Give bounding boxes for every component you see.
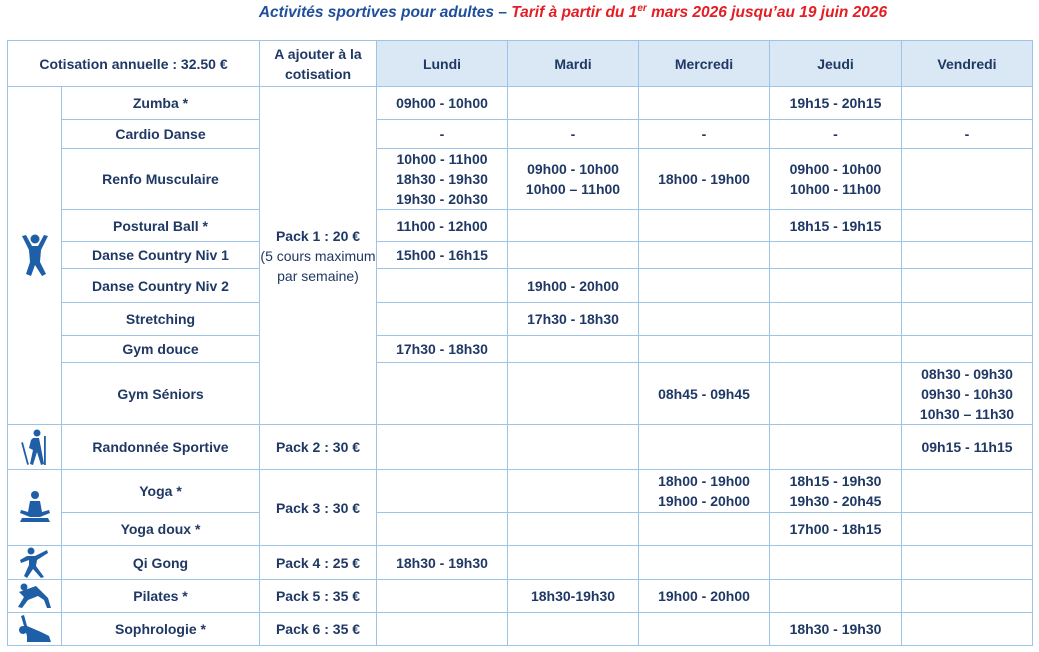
time-slot: 18h30-19h30 (530, 588, 616, 604)
time-cell-vendredi (902, 470, 1033, 513)
table-row (8, 149, 1033, 210)
activity-icon-cell (8, 580, 62, 613)
time-cell-lundi (377, 242, 508, 269)
time-cell-mardi (508, 269, 639, 303)
time-cell-lundi (377, 580, 508, 613)
time-slot: 08h45 - 09h45 (658, 385, 750, 402)
pack-label: Pack 5 : 35 € (275, 588, 361, 604)
time-cell-lundi (377, 513, 508, 546)
table-row (8, 363, 1033, 425)
pilates-figure-icon (16, 582, 54, 610)
day-header-lundi: Lundi (377, 41, 508, 87)
time-cell-mardi (508, 613, 639, 646)
time-cell-mardi (508, 87, 639, 120)
activity-name: Qi Gong (62, 546, 260, 580)
activity-name: Yoga * (62, 470, 260, 513)
time-cell-jeudi (770, 546, 902, 580)
activity-name: Stretching (62, 303, 260, 336)
activity-name: Cardio Danse (62, 120, 260, 149)
time-cell-lundi (377, 613, 508, 646)
table-row (8, 513, 1033, 546)
time-slot: 18h15 - 19h30 (789, 473, 882, 489)
schedule-table (7, 40, 1033, 646)
time-cell-mardi (508, 210, 639, 242)
time-cell-vendredi (902, 363, 1033, 425)
time-cell-mercredi (639, 242, 770, 269)
time-cell-vendredi (902, 120, 1033, 149)
time-slot: 17h00 - 18h15 (789, 521, 882, 537)
time-slot: 10h30 – 11h30 (919, 405, 1015, 422)
time-cell-lundi (377, 210, 508, 242)
time-cell-mercredi (639, 513, 770, 546)
title-tarif: Tarif à partir du 1er mars 2026 jusqu’au 19 juin 2026 (511, 3, 888, 22)
time-slot: 18h00 - 19h00 (658, 473, 750, 489)
time-cell-vendredi (902, 210, 1033, 242)
time-cell-lundi (377, 470, 508, 513)
time-cell-vendredi (902, 546, 1033, 580)
pack-cell (260, 580, 377, 613)
pack-label: Pack 4 : 25 € (275, 554, 361, 571)
activity-name: Postural Ball * (62, 210, 260, 242)
time-slot: 10h00 - 11h00 (396, 151, 488, 167)
time-slot: 18h30 - 19h30 (396, 554, 488, 571)
time-slot: 09h00 - 10h00 (527, 161, 619, 177)
pack-cell (260, 546, 377, 580)
title-activities: Activités sportives pour adultes (258, 4, 495, 22)
time-cell-mercredi (639, 269, 770, 303)
time-cell-mardi (508, 546, 639, 580)
ajouter-cotisation: A ajouter à la cotisation (260, 41, 377, 87)
time-cell-mercredi (639, 580, 770, 613)
activity-name: Renfo Musculaire (62, 149, 260, 210)
table-row (8, 242, 1033, 269)
time-cell-jeudi (770, 87, 902, 120)
activity-icon-cell (8, 470, 62, 546)
time-cell-jeudi (770, 149, 902, 210)
cotisation-annuelle: Cotisation annuelle : 32.50 € (8, 41, 260, 87)
time-cell-vendredi (902, 149, 1033, 210)
time-cell-mardi (508, 336, 639, 363)
page-title (0, 3, 1039, 22)
time-cell-mercredi (639, 363, 770, 425)
time-slot: 09h30 - 10h30 (921, 385, 1013, 402)
time-slot: - (439, 126, 445, 142)
meditation-icon (18, 490, 52, 526)
time-cell-vendredi (902, 425, 1033, 470)
time-cell-lundi (377, 269, 508, 303)
time-cell-lundi (377, 363, 508, 425)
time-cell-vendredi (902, 336, 1033, 363)
activity-icon-cell (8, 87, 62, 425)
time-slot: 19h30 - 20h30 (396, 191, 488, 207)
table-row (8, 269, 1033, 303)
time-cell-mardi (508, 303, 639, 336)
time-cell-mercredi (639, 149, 770, 210)
activity-name: Danse Country Niv 2 (62, 269, 260, 303)
time-slot: 19h00 - 20h00 (658, 493, 750, 509)
time-slot: - (833, 126, 838, 142)
pack-label: Pack 3 : 30 € (275, 499, 361, 516)
time-cell-mercredi (639, 425, 770, 470)
time-cell-mercredi (639, 546, 770, 580)
hiker-icon (19, 428, 51, 466)
day-header-mardi: Mardi (508, 41, 639, 87)
qigong-figure-icon (17, 547, 53, 579)
time-cell-mercredi (639, 120, 770, 149)
time-cell-jeudi (770, 580, 902, 613)
table-row (8, 120, 1033, 149)
pack-label: Pack 2 : 30 € (275, 439, 361, 455)
time-cell-vendredi (902, 269, 1033, 303)
time-slot: 19h15 - 20h15 (789, 95, 882, 111)
pack-cell (260, 87, 377, 425)
header-row (8, 41, 1033, 87)
time-slot: 17h30 - 18h30 (396, 341, 488, 357)
pack-cell (260, 613, 377, 646)
time-cell-lundi (377, 303, 508, 336)
pack-note: (5 cours maximum par semaine) (260, 247, 376, 284)
time-slot: 11h00 - 12h00 (396, 217, 488, 234)
time-slot: 09h00 - 10h00 (789, 161, 882, 177)
time-cell-jeudi (770, 269, 902, 303)
time-slot: 18h00 - 19h00 (658, 171, 750, 187)
table-row (8, 613, 1033, 646)
time-cell-mercredi (639, 336, 770, 363)
time-slot: 19h00 - 20h00 (527, 277, 619, 294)
time-cell-vendredi (902, 303, 1033, 336)
time-cell-vendredi (902, 513, 1033, 546)
time-cell-lundi (377, 425, 508, 470)
table-row (8, 470, 1033, 513)
time-cell-jeudi (770, 513, 902, 546)
time-cell-vendredi (902, 613, 1033, 646)
time-cell-jeudi (770, 336, 902, 363)
time-cell-mercredi (639, 210, 770, 242)
pack-cell (260, 470, 377, 546)
time-cell-jeudi (770, 210, 902, 242)
activity-name: Randonnée Sportive (62, 425, 260, 470)
dance-figure-icon (18, 232, 52, 280)
activity-name: Gym Séniors (62, 363, 260, 425)
activity-name: Gym douce (62, 336, 260, 363)
time-slot: - (570, 126, 576, 142)
time-cell-jeudi (770, 425, 902, 470)
time-cell-lundi (377, 87, 508, 120)
time-slot: 10h00 - 11h00 (789, 181, 882, 197)
time-cell-mardi (508, 363, 639, 425)
time-cell-mercredi (639, 613, 770, 646)
time-slot: 08h30 - 09h30 (921, 365, 1013, 382)
table-row (8, 580, 1033, 613)
time-slot: 19h30 - 20h45 (789, 493, 882, 509)
time-slot: 09h00 - 10h00 (396, 95, 488, 111)
time-slot: 09h15 - 11h15 (921, 439, 1013, 455)
time-slot: - (964, 126, 970, 142)
time-cell-mardi (508, 580, 639, 613)
time-cell-jeudi (770, 470, 902, 513)
relaxation-figure-icon (17, 614, 53, 644)
day-header-vendredi: Vendredi (902, 41, 1033, 87)
time-slot: 10h00 – 11h00 (525, 181, 621, 197)
time-slot: 18h30 - 19h30 (789, 621, 882, 637)
time-cell-vendredi (902, 87, 1033, 120)
time-cell-lundi (377, 120, 508, 149)
time-cell-jeudi (770, 303, 902, 336)
day-header-jeudi: Jeudi (770, 41, 902, 87)
time-cell-mercredi (639, 87, 770, 120)
activity-icon-cell (8, 613, 62, 646)
table-row (8, 425, 1033, 470)
table-row (8, 546, 1033, 580)
table-row (8, 336, 1033, 363)
pack-cell (260, 425, 377, 470)
activity-icon-cell (8, 425, 62, 470)
activity-name: Zumba * (62, 87, 260, 120)
time-slot: - (701, 126, 707, 142)
time-cell-jeudi (770, 613, 902, 646)
time-cell-mardi (508, 470, 639, 513)
time-cell-jeudi (770, 363, 902, 425)
time-cell-mardi (508, 149, 639, 210)
time-cell-lundi (377, 546, 508, 580)
pack-label: Pack 1 : 20 € (275, 227, 361, 244)
title-dash: – (498, 4, 507, 22)
activity-icon-cell (8, 546, 62, 580)
time-cell-mardi (508, 242, 639, 269)
activity-name: Danse Country Niv 1 (62, 242, 260, 269)
table-row (8, 303, 1033, 336)
time-cell-mercredi (639, 303, 770, 336)
activity-name: Sophrologie * (62, 613, 260, 646)
time-cell-vendredi (902, 580, 1033, 613)
pack-label: Pack 6 : 35 € (275, 621, 361, 637)
time-slot: 18h15 - 19h15 (789, 217, 882, 234)
table-row (8, 87, 1033, 120)
time-cell-jeudi (770, 242, 902, 269)
time-cell-vendredi (902, 242, 1033, 269)
time-cell-mardi (508, 425, 639, 470)
time-cell-lundi (377, 149, 508, 210)
time-cell-jeudi (770, 120, 902, 149)
time-slot: 15h00 - 16h15 (396, 247, 488, 263)
time-cell-lundi (377, 336, 508, 363)
time-slot: 18h30 - 19h30 (396, 171, 488, 187)
day-header-mercredi: Mercredi (639, 41, 770, 87)
time-cell-mardi (508, 120, 639, 149)
activity-name: Pilates * (62, 580, 260, 613)
time-slot: 19h00 - 20h00 (658, 588, 750, 604)
time-cell-mardi (508, 513, 639, 546)
activity-name: Yoga doux * (62, 513, 260, 546)
time-cell-mercredi (639, 470, 770, 513)
table-row (8, 210, 1033, 242)
time-slot: 17h30 - 18h30 (527, 311, 619, 327)
